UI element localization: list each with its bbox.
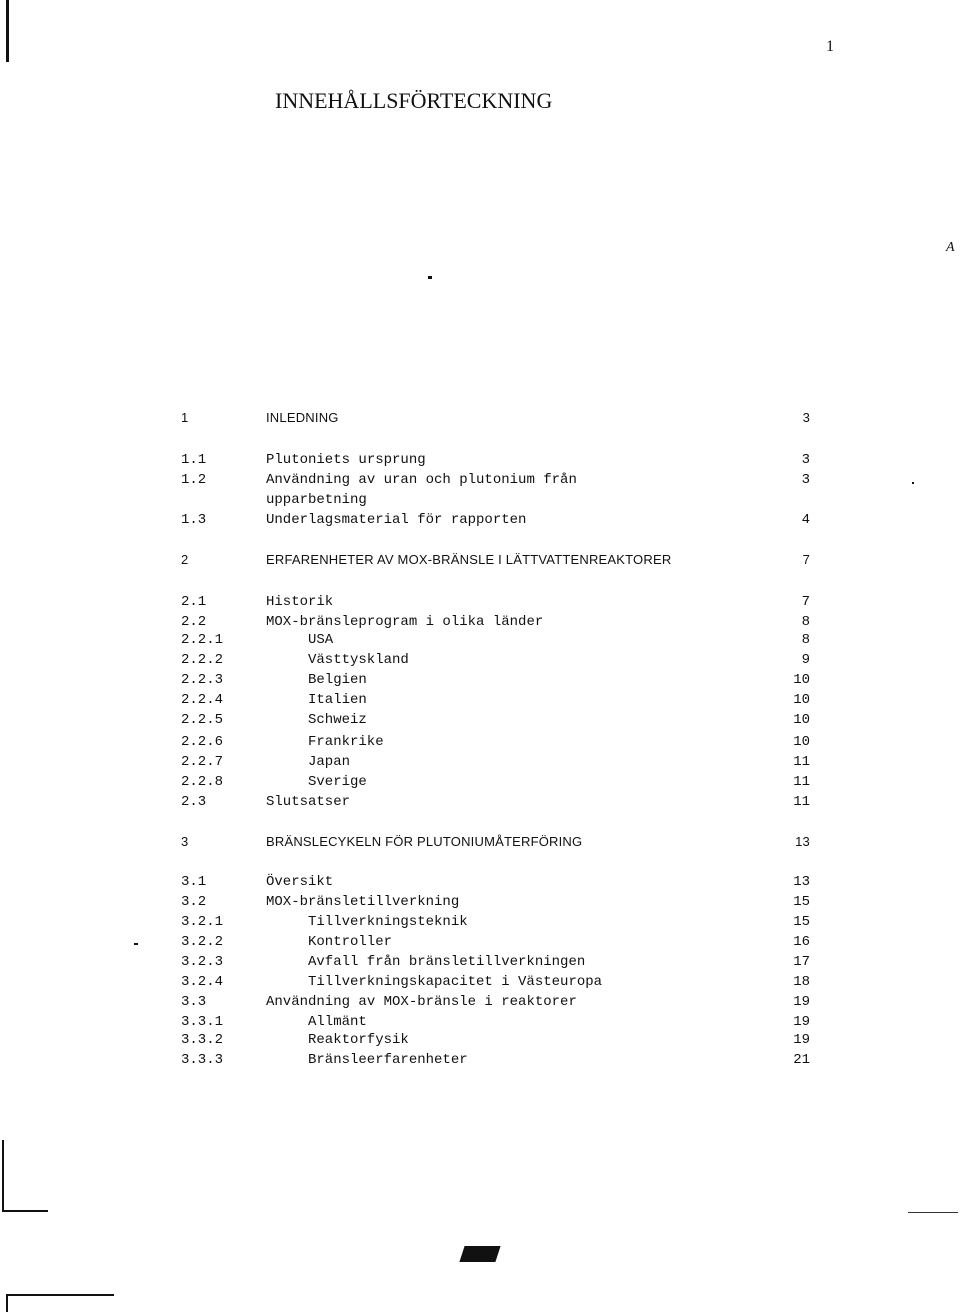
toc-entry-title: Översikt — [266, 874, 334, 890]
toc-entry — [0, 670, 960, 690]
toc-entry — [0, 932, 960, 952]
toc-entry-number: 3.2.3 — [181, 954, 224, 970]
toc-entry — [0, 408, 960, 428]
toc-entry-page: 13 — [795, 834, 810, 849]
stray-mark: A — [946, 240, 955, 255]
toc-entry-title: MOX-bränsletillverkning — [266, 894, 460, 910]
toc-entry-page: 17 — [793, 954, 810, 970]
toc-entry-number: 3.2 — [181, 894, 207, 910]
toc-entry — [0, 650, 960, 670]
toc-entry-title: Japan — [308, 754, 351, 770]
scan-bracket-vertical — [2, 1140, 4, 1212]
toc-entry-title: Underlagsmaterial för rapporten — [266, 512, 527, 528]
toc-entry-number: 1 — [181, 410, 189, 425]
toc-entry-title: ERFARENHETER AV MOX-BRÄNSLE I LÄTTVATTENREAKTORER — [266, 552, 672, 567]
toc-entry — [0, 690, 960, 710]
toc-entry-page: 16 — [793, 934, 810, 950]
toc-entry — [0, 752, 960, 772]
toc-entry-number: 2.2.5 — [181, 712, 224, 728]
toc-entry-number: 3 — [181, 834, 189, 849]
toc-entry-number: 2.2.1 — [181, 632, 224, 648]
toc-entry-title: BRÄNSLECYKELN FÖR PLUTONIUMÅTERFÖRING — [266, 834, 583, 849]
toc-entry-title: upparbetning — [266, 492, 367, 508]
toc-entry-number: 3.3.1 — [181, 1014, 224, 1030]
toc-entry-title: Sverige — [308, 774, 367, 790]
toc-entry-title: Italien — [308, 692, 367, 708]
toc-entry — [0, 630, 960, 650]
page-number: 1 — [826, 38, 834, 55]
scan-smudge — [459, 1246, 500, 1262]
toc-entry-title: INLEDNING — [266, 410, 339, 425]
scan-bracket-horizontal — [2, 1210, 48, 1212]
toc-entry-title: Tillverkningskapacitet i Västeuropa — [308, 974, 603, 990]
toc-entry-page: 10 — [793, 692, 810, 708]
toc-entry-page: 11 — [793, 774, 810, 790]
toc-entry — [0, 892, 960, 912]
toc-entry-number: 1.2 — [181, 472, 207, 488]
toc-entry — [0, 1012, 960, 1032]
toc-entry-number: 3.3 — [181, 994, 207, 1010]
toc-entry-page: 11 — [793, 754, 810, 770]
toc-entry — [0, 772, 960, 792]
scan-line-bottom-vertical — [6, 1294, 8, 1312]
toc-entry — [0, 732, 960, 752]
scan-dot — [912, 482, 914, 484]
toc-entry-title: Användning av MOX-bränsle i reaktorer — [266, 994, 577, 1010]
toc-entry — [0, 832, 960, 852]
toc-entry-number: 1.1 — [181, 452, 207, 468]
toc-entry-number: 3.2.2 — [181, 934, 224, 950]
toc-entry — [0, 1050, 960, 1070]
toc-entry-number: 2.3 — [181, 794, 207, 810]
toc-entry — [0, 592, 960, 612]
toc-entry-page: 3 — [801, 472, 810, 488]
toc-entry-title: Frankrike — [308, 734, 384, 750]
toc-entry-page: 10 — [793, 712, 810, 728]
toc-entry-number: 2.2.3 — [181, 672, 224, 688]
toc-entry-number: 3.1 — [181, 874, 207, 890]
toc-entry-number: 3.3.3 — [181, 1052, 224, 1068]
toc-entry — [0, 1030, 960, 1050]
toc-entry-title: Avfall från bränsletillverkningen — [308, 954, 586, 970]
toc-entry-title: Belgien — [308, 672, 367, 688]
toc-entry-number: 1.3 — [181, 512, 207, 528]
toc-entry — [0, 612, 960, 632]
toc-entry — [0, 972, 960, 992]
toc-entry-title: Kontroller — [308, 934, 393, 950]
toc-entry-page: 18 — [793, 974, 810, 990]
toc-entry-page: 19 — [793, 1014, 810, 1030]
toc-entry-page: 13 — [793, 874, 810, 890]
toc-entry-page: 4 — [801, 512, 810, 528]
scan-edge-bar — [6, 0, 9, 62]
toc-entry — [0, 872, 960, 892]
toc-entry-page: 8 — [801, 614, 810, 630]
toc-entry — [0, 510, 960, 530]
toc-entry-number: 3.2.4 — [181, 974, 224, 990]
toc-entry-number: 2.2.6 — [181, 734, 224, 750]
toc-entry-title: USA — [308, 632, 334, 648]
scan-dot — [134, 943, 138, 945]
toc-entry-page: 15 — [793, 894, 810, 910]
toc-entry-title: MOX-bränsleprogram i olika länder — [266, 614, 544, 630]
toc-entry-title: Schweiz — [308, 712, 367, 728]
toc-entry — [0, 792, 960, 812]
toc-entry-title: Västtyskland — [308, 652, 409, 668]
toc-entry-title: Reaktorfysik — [308, 1032, 409, 1048]
scan-line-right — [908, 1212, 958, 1213]
toc-entry-page: 11 — [793, 794, 810, 810]
toc-entry — [0, 992, 960, 1012]
toc-entry-page: 7 — [801, 594, 810, 610]
toc-entry — [0, 952, 960, 972]
toc-entry-title: Bränsleerfarenheter — [308, 1052, 468, 1068]
toc-entry-page: 3 — [802, 410, 810, 425]
page-title: INNEHÅLLSFÖRTECKNING — [275, 88, 553, 113]
toc-entry-number: 2.1 — [181, 594, 207, 610]
toc-entry-page: 8 — [801, 632, 810, 648]
toc-entry-number: 2.2.7 — [181, 754, 224, 770]
toc-entry-number: 2 — [181, 552, 189, 567]
toc-entry-page: 9 — [801, 652, 810, 668]
toc-entry — [0, 710, 960, 730]
toc-entry-number: 3.3.2 — [181, 1032, 224, 1048]
toc-entry-title: Historik — [266, 594, 334, 610]
toc-entry — [0, 490, 960, 510]
toc-entry-page: 15 — [793, 914, 810, 930]
toc-entry-page: 10 — [793, 672, 810, 688]
toc-entry — [0, 550, 960, 570]
toc-entry-title: Allmänt — [308, 1014, 367, 1030]
toc-entry — [0, 470, 960, 490]
toc-entry-title: Plutoniets ursprung — [266, 452, 426, 468]
toc-entry-title: Tillverkningsteknik — [308, 914, 468, 930]
toc-entry-number: 2.2.2 — [181, 652, 224, 668]
toc-entry-page: 7 — [802, 552, 810, 567]
toc-entry — [0, 912, 960, 932]
toc-entry-page: 3 — [801, 452, 810, 468]
toc-entry — [0, 450, 960, 470]
toc-entry-page: 21 — [793, 1052, 810, 1068]
toc-entry-page: 10 — [793, 734, 810, 750]
scan-line-bottom — [6, 1294, 114, 1296]
toc-entry-title: Användning av uran och plutonium från — [266, 472, 577, 488]
toc-entry-number: 3.2.1 — [181, 914, 224, 930]
toc-entry-page: 19 — [793, 994, 810, 1010]
toc-entry-number: 2.2 — [181, 614, 207, 630]
scan-dot — [428, 276, 432, 279]
toc-entry-number: 2.2.4 — [181, 692, 224, 708]
toc-entry-title: Slutsatser — [266, 794, 351, 810]
toc-entry-number: 2.2.8 — [181, 774, 224, 790]
toc-entry-page: 19 — [793, 1032, 810, 1048]
